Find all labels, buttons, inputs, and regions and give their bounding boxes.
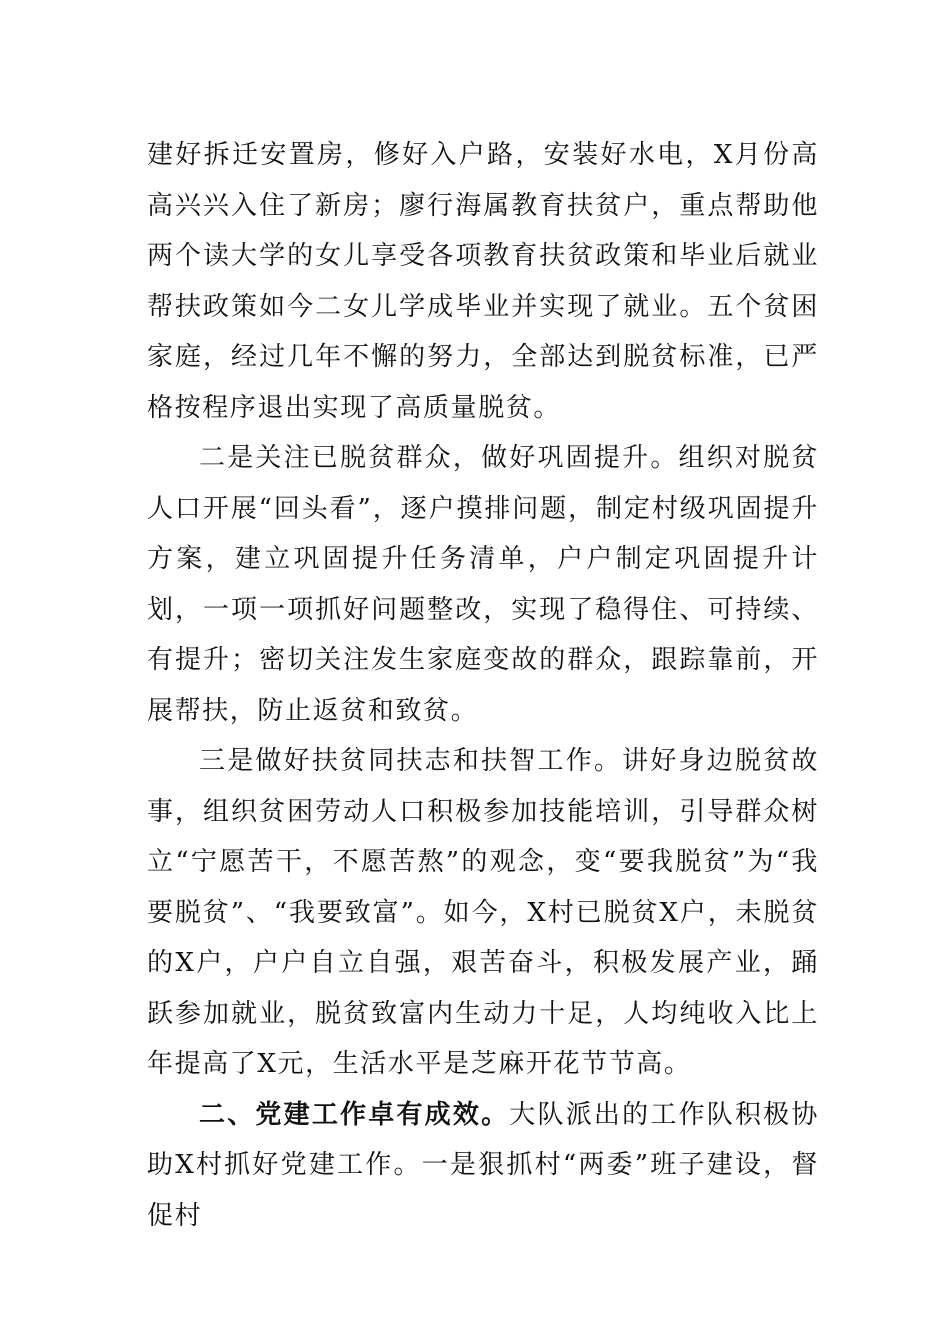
paragraph-3 [147, 736, 819, 1090]
paragraph-2-text: 二是关注已脱贫群众，做好巩固提升。组织对脱贫人口开展“回头看”，逐户摸排问题，制定村级巩固提升方案，建立巩固提升任务清单，户户制定巩固提升计划，一项一项抓好问题整改，实现了稳得住、可持续、有提升；密切关注发生家庭变故的群众，跟踪靠前，开展帮扶，防止返贫和致贫。 [147, 443, 819, 726]
paragraph-3-text: 三是做好扶贫同扶志和扶智工作。讲好身边脱贫故事，组织贫困劳动人口积极参加技能培训，引导群众树立“宁愿苦干，不愿苦熬”的观念，变“要我脱贫”为“我要脱贫”、“我要致富”。如今，X村已脱贫X户，未脱贫的X户，户户自立自强，艰苦奋斗，积极发展产业，踊跃参加就业，脱贫致富内生动力十足，人均纯收入比上年提高了X元，生活水平是芝麻开花节节高。 [147, 746, 819, 1079]
section-heading-party-building: 二、党建工作卓有成效。 [199, 1099, 510, 1130]
paragraph-4 [147, 1090, 819, 1242]
document-body [147, 130, 819, 1241]
paragraph-1 [147, 130, 819, 433]
paragraph-1-text: 建好拆迁安置房，修好入户路，安装好水电，X月份高高兴兴入住了新房；廖行海属教育扶贫户，重点帮助他两个读大学的女儿享受各项教育扶贫政策和毕业后就业帮扶政策如今二女儿学成毕业并实现了就业。五个贫困家庭，经过几年不懈的努力，全部达到脱贫标准，已严格按程序退出实现了高质量脱贫。 [147, 140, 819, 423]
paragraph-2 [147, 433, 819, 736]
paragraph-4-text: 大队派出的工作队积极协助X村抓好党建工作。一是狠抓村“两委”班子建设，督促村 [147, 1099, 819, 1231]
